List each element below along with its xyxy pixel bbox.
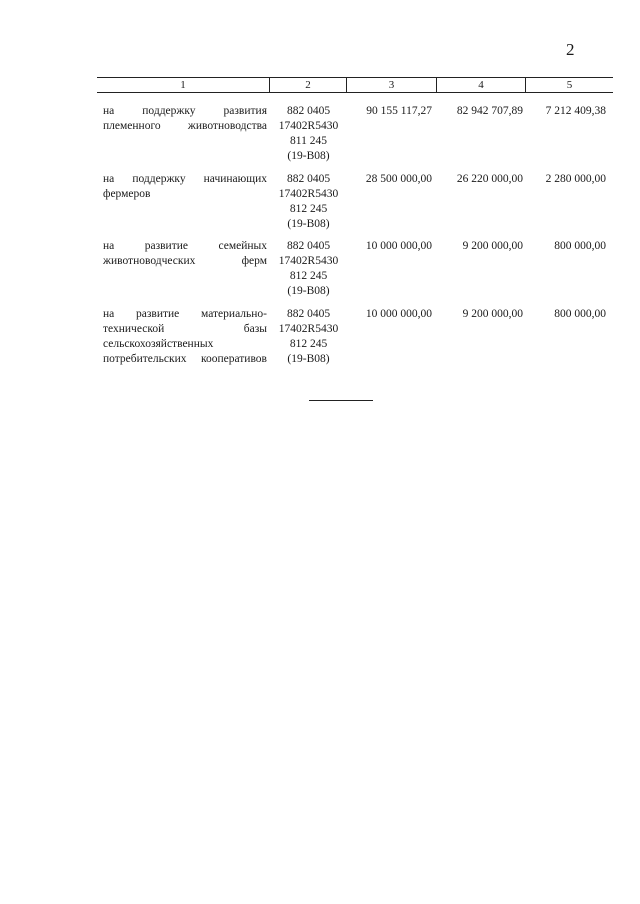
row-value-col3: 10 000 000,00: [365, 308, 432, 320]
code-line: 811 245: [290, 135, 327, 147]
row-value-col4: 9 200 000,00: [462, 308, 523, 320]
code-line: 17402R5430: [278, 323, 339, 335]
code-line: 882 0405: [286, 240, 331, 252]
code-line: 17402R5430: [278, 255, 339, 267]
row-value-col3: 10 000 000,00: [365, 240, 432, 252]
code-line: 812 245: [289, 338, 328, 350]
code-line: (19-В08): [287, 150, 330, 162]
header-col-4: 4: [436, 78, 525, 92]
row-description: на развитие семейных животноводческих ферм: [103, 240, 267, 267]
row-value-col4: 9 200 000,00: [462, 240, 523, 252]
code-line: 882 0405: [286, 308, 331, 320]
code-line: 17402R5430: [278, 188, 339, 200]
header-col-1: 1: [180, 79, 186, 91]
row-value-col3: 28 500 000,00: [365, 173, 432, 185]
row-description: на развитие материально-технической базы сельскохозяйственных потребительских кооперативов: [103, 308, 267, 365]
code-line: 882 0405: [286, 105, 331, 117]
code-line: 812 245: [289, 270, 328, 282]
row-value-col5: 800 000,00: [554, 308, 606, 320]
code-line: 812 245: [289, 203, 328, 215]
end-of-document-line: [309, 400, 373, 401]
row-code: [271, 307, 346, 367]
header-col-3: 3: [346, 78, 436, 92]
row-value-col5: 7 212 409,38: [545, 105, 606, 117]
table-header: [97, 77, 613, 93]
row-code: [271, 104, 346, 164]
header-col-5: 5: [525, 78, 613, 92]
row-code: [271, 239, 346, 299]
row-value-col4: 82 942 707,89: [456, 105, 523, 117]
page-number: 2: [566, 40, 575, 59]
code-line: 882 0405: [286, 173, 331, 185]
code-line: (19-В08): [287, 285, 330, 297]
row-value-col3: 90 155 117,27: [366, 105, 432, 117]
code-line: (19-В08): [287, 353, 330, 365]
row-value-col4: 26 220 000,00: [456, 173, 523, 185]
row-code: [271, 172, 346, 232]
row-description: на поддержку развития племенного животноводства: [103, 105, 267, 132]
code-line: 17402R5430: [278, 120, 339, 132]
row-value-col5: 800 000,00: [554, 240, 606, 252]
row-description: на поддержку начинающих фермеров: [103, 173, 267, 200]
row-value-col5: 2 280 000,00: [545, 173, 606, 185]
code-line: (19-В08): [287, 218, 330, 230]
header-col-2: 2: [269, 78, 346, 92]
